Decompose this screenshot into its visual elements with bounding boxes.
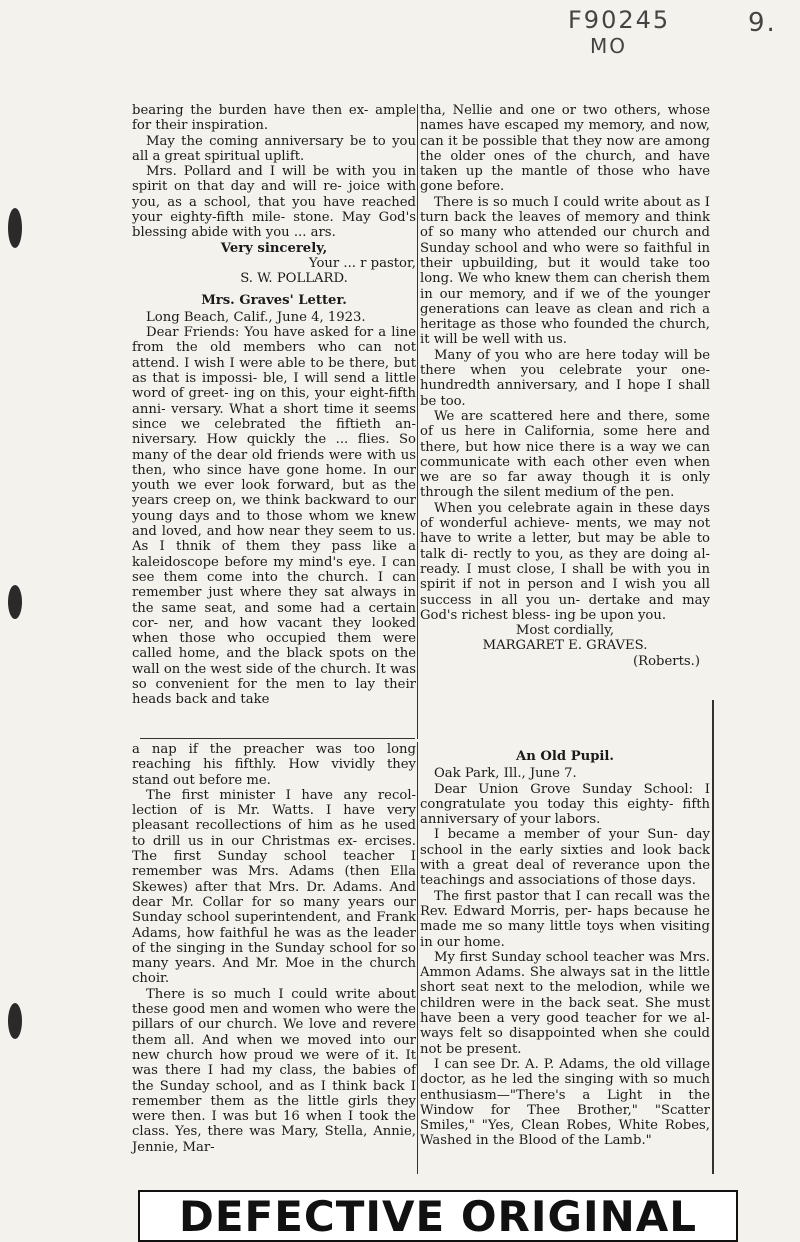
graves-maiden-name: (Roberts.) xyxy=(633,653,700,669)
column-top-right xyxy=(420,103,710,669)
catalog-sub: MO xyxy=(590,34,627,58)
old-pupil-paragraph: The first pastor that I can recall was the Rev. Edward Morris, per- haps because he made me so many little toys when visiting in our home. xyxy=(420,888,710,950)
graves-paragraph: When you celebrate again in these days of wonderful achieve- ments, we may not have to write a letter, but may be able to talk di- rectly to you, as they are doing al- ready. I must close, I shall be with you in spirit if not in person and I wish you all success in all you un- dertake and may God's richest bless- ing be upon you. xyxy=(420,500,710,623)
old-pupil-heading: An Old Pupil. xyxy=(515,749,615,764)
binding-mark-2 xyxy=(8,585,22,619)
column-divider-bottom xyxy=(417,742,418,1174)
column-divider-top xyxy=(417,104,418,739)
old-pupil-paragraph: I became a member of your Sun- day school in the early sixties and look back with a great deal of reverance upon the teachings and associations of those days. xyxy=(420,827,710,889)
pollard-closing-line: Your ... r pastor, xyxy=(308,255,416,271)
column-bottom-left xyxy=(132,742,416,1155)
pollard-closing: Very sincerely, xyxy=(220,240,328,256)
pollard-signature: S. W. POLLARD. xyxy=(240,271,348,287)
graves-paragraph: Many of you who are here today will be there when you celebrate your one-hundredth anniversary, and I hope I shall be too. xyxy=(420,347,710,409)
graves-paragraph: tha, Nellie and one or two others, whose names have escaped my memory, and now, can it be possible that they now are among the older ones of the church, and have taken up the mantle of those who have gone before. xyxy=(420,103,710,195)
graves-paragraph: a nap if the preacher was too long reaching his fifthly. How vividly they stand out before me. xyxy=(132,742,416,788)
graves-heading: Mrs. Graves' Letter. xyxy=(201,292,347,308)
graves-paragraph: We are scattered here and there, some of us here in California, some here and there, but how nice there is a way we can communicate with each other even when we are so far away though it is only through the silent medium of the pen. xyxy=(420,408,710,501)
graves-dateline: Long Beach, Calif., June 4, 1923. xyxy=(146,309,366,325)
article-rule-left xyxy=(140,738,415,739)
old-pupil-paragraph: Dear Union Grove Sunday School: I congratulate you today this eighty- fifth anniversary of your labors. xyxy=(420,781,710,828)
column-top-left xyxy=(132,103,416,708)
graves-closing: Most cordially, xyxy=(515,623,615,639)
graves-paragraph: There is so much I could write about as I turn back the leaves of memory and think of so many who attended our church and Sunday school and who were so faithful in their upbuilding, but it would take too long. We who knew them can cherish them in our memory, and if we of the younger generations can leave as clean and rich a heritage as those who founded the church, it will be well with us. xyxy=(420,194,710,348)
graves-paragraph: Dear Friends: You have asked for a line from the old members who can not attend. I wish I were able to be there, but as that is impossi- ble, I will send a little word of greet- ing on this, your eight-fifth anni- versary. What a short time it seems since we celebrated the fiftieth an- niversary. How quickly the ... flies. So many of the dear old friends were with us then, who since have gone home. In our youth we ever look forward, but as the years creep on, we think backward to our young days and to those whom we knew and loved, and how near they seem to us. As I thnik of them they pass like a kaleidoscope before my mind's eye. I can see them come into the church. I can remember just where they sat always in the same seat, and some had a certain cor- ner, and how vacant they looked when those who occupied them were called home, and the black spots on the wall on the west side of the church. It was so convenient for the men to lay their heads back and take xyxy=(132,325,416,708)
page-number: 9. xyxy=(748,8,777,38)
old-pupil-dateline: Oak Park, Ill., June 7. xyxy=(434,766,577,782)
pollard-paragraph: May the coming anniversary be to you all a great spiritual uplift. xyxy=(132,133,416,164)
binding-mark-3 xyxy=(8,1003,22,1039)
defective-original-banner: DEFECTIVE ORIGINAL xyxy=(138,1190,738,1242)
column-bottom-right xyxy=(420,743,710,1149)
article-rule-right xyxy=(712,700,714,1174)
pollard-paragraph: Mrs. Pollard and I will be with you in spirit on that day and will re- joice with you, as a school, that you have reached your eighty-fifth mile- stone. May God's blessing abide with you ... ars. xyxy=(132,164,416,241)
graves-paragraph: There is so much I could write about these good men and women who were the pillars of our church. We love and revere them all. And when we moved into our new church how proud we were of it. It was there I had my class, the babies of the Sunday school, and as I think back I remember them as the little girls they were then. I was but 16 when I took the class. Yes, there was Mary, Stella, Annie, Jennie, Mar- xyxy=(132,986,416,1155)
graves-paragraph: The first minister I have any recol- lection of is Mr. Watts. I have very pleasant recollections of him as he used to drill us in our Christmas ex- ercises. The first Sunday school teacher I remember was Mrs. Adams (then Ella Skewes) after that Mrs. Dr. Adams. And dear Mr. Collar for so many years our Sunday school superintendent, and Frank Adams, how faithful he was as the leader of the singing in the Sunday school for so many years. And Mr. Moe in the church choir. xyxy=(132,787,416,987)
graves-signature: MARGARET E. GRAVES. xyxy=(482,638,648,654)
catalog-number: F90245 xyxy=(568,6,671,34)
pollard-paragraph: bearing the burden have then ex- ample for their inspiration. xyxy=(132,103,416,134)
binding-mark-1 xyxy=(8,208,22,248)
old-pupil-paragraph: My first Sunday school teacher was Mrs. Ammon Adams. She always sat in the little short seat next to the melodion, while we children were in the back seat. She must have been a very good teacher for we al- ways felt so disappointed when she could not be present. xyxy=(420,949,710,1057)
old-pupil-paragraph: I can see Dr. A. P. Adams, the old village doctor, as he led the singing with so much enthusiasm—"There's a Light in the Window for Thee Brother," "Scatter Smiles," "Yes, Clean Robes, White Robes, Washed in the Blood of the Lamb." xyxy=(420,1056,710,1149)
